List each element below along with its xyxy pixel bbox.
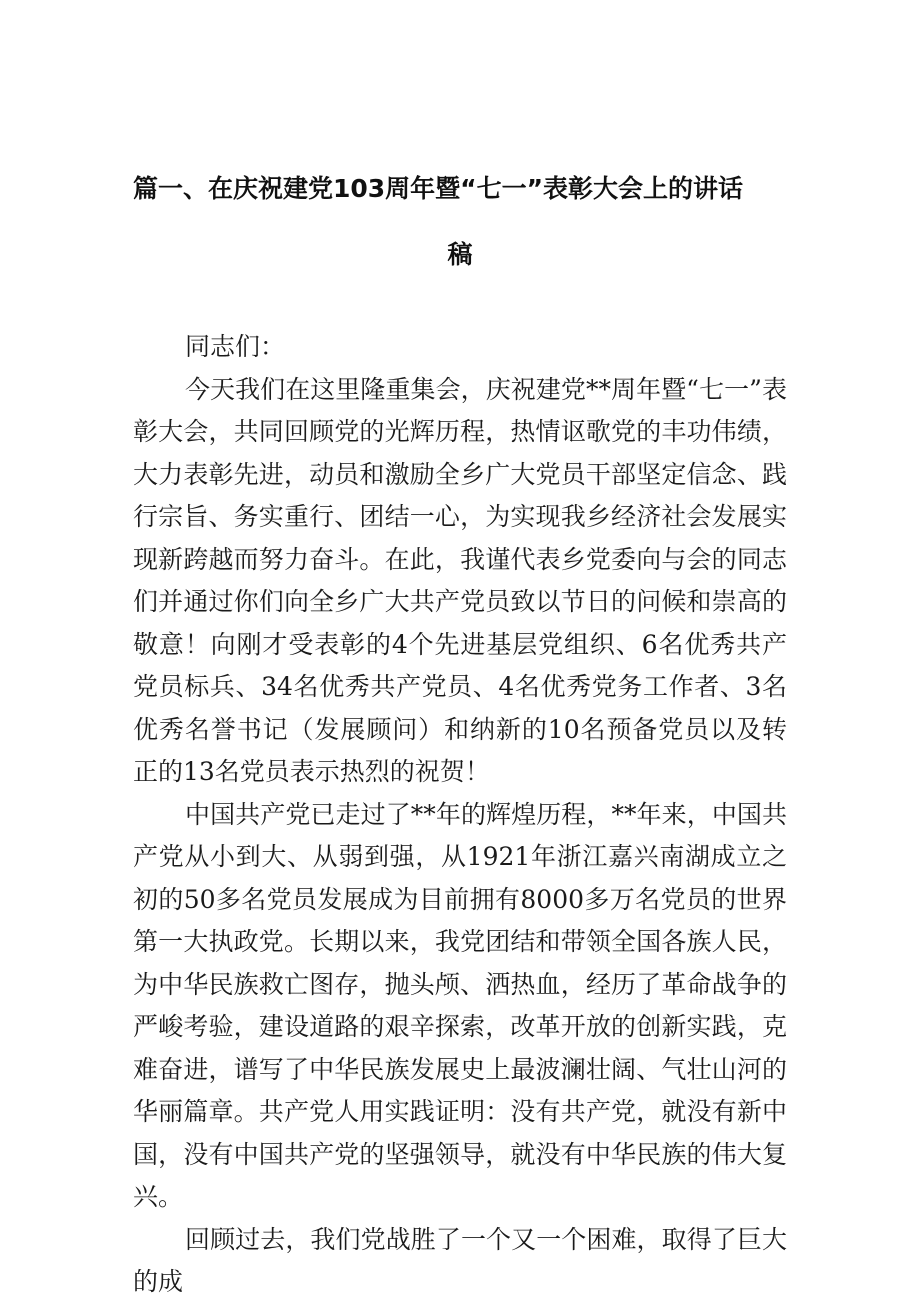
paragraph-1: 今天我们在这里隆重集会，庆祝建党**周年暨“七一”表彰大会，共同回顾党的光辉历程，热情讴歌党的丰功伟绩，大力表彰先进，动员和激励全乡广大党员干部坚定信念、践行宗旨、务实重行、团结一心，为实现我乡经济社会发展实现新跨越而努力奋斗。在此，我谨代表乡党委向与会的同志们并通过你们向全乡广大共产党员致以节日的问候和崇高的敬意！向刚才受表彰的4个先进基层党组织、6名优秀共产党员标兵、34名优秀共产党员、4名优秀党务工作者、3名优秀名誉书记（发展顾问）和纳新的10名预备党员以及转正的13名党员表示热烈的祝贺！ xyxy=(133,374,787,786)
title-line-1: 篇一、在庆祝建党103周年暨“七一”表彰大会上的讲话 xyxy=(133,174,744,203)
paragraph-3: 回顾过去，我们党战胜了一个又一个困难，取得了巨大的成 xyxy=(133,1224,787,1296)
paragraph-2: 中国共产党已走过了**年的辉煌历程，**年来，中国共产党从小到大、从弱到强，从1921年浙江嘉兴南湖成立之初的50多名党员发展成为目前拥有8000多万名党员的世界第一大执政党。长期以来，我党团结和带领全国各族人民，为中华民族救亡图存，抛头颅、洒热血，经历了革命战争的严峻考验，建设道路的艰辛探索，改革开放的创新实践，克难奋进，谱写了中华民族发展史上最波澜壮阔、气壮山河的华丽篇章。共产党人用实践证明：没有共产党，就没有新中国，没有中国共产党的坚强领导，就没有中华民族的伟大复兴。 xyxy=(133,799,787,1211)
document-title xyxy=(133,156,787,288)
salutation: 同志们： xyxy=(185,332,286,361)
document-body xyxy=(133,326,787,1304)
title-line-2: 稿 xyxy=(447,240,473,269)
